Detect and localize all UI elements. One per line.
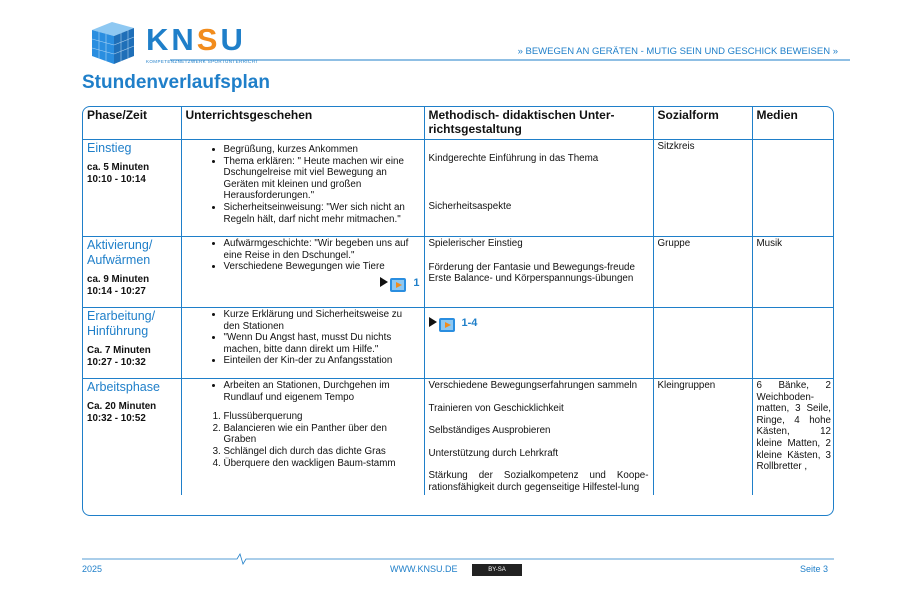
phase-time: 10:14 - 10:27	[87, 285, 146, 297]
video-number: 1	[413, 276, 420, 289]
page-title: Stundenverlaufsplan	[82, 72, 270, 93]
video-number: 1-4	[461, 317, 478, 330]
social-form: Gruppe	[653, 237, 752, 308]
method-text: Kindgerechte Einführung in das Thema	[428, 153, 599, 164]
list-item: • Verschiedene Bewegungen wie Tiere	[224, 261, 420, 273]
phase-name: Aktivierung/ Aufwärmen	[87, 238, 153, 267]
header-phase: Phase/Zeit	[83, 107, 181, 140]
list-item: • Arbeiten an Stationen, Durchgehen im Rundlauf und eigenem Tempo	[224, 380, 420, 403]
lesson-plan-table	[82, 106, 834, 516]
list-item: 2. Balancieren wie ein Panther über den Graben	[224, 423, 420, 446]
video-play-icon	[380, 273, 410, 295]
header-divider	[170, 58, 850, 62]
phase-duration: Ca. 7 Minuten	[87, 345, 151, 356]
media: 6 Bänke, 2 Weichboden-matten, 3 Seile, Ringe, 4 hohe Kästen, 12 kleine Matten, 2 kleine Kästen, 3 Rollbretter ,	[752, 379, 834, 495]
phase-duration: ca. 9 Minuten	[87, 274, 150, 285]
activity-list	[186, 309, 420, 367]
activity-list	[186, 144, 420, 225]
footer-year: 2025	[82, 564, 103, 574]
activity-list	[186, 238, 420, 273]
table-row	[83, 379, 834, 495]
list-item: • Sicherheitseinweisung: "Wer sich nicht an Regeln hält, darf nicht mehr mitmachen."	[224, 202, 420, 225]
list-item: • Begrüßung, kurzes Ankommen	[224, 144, 420, 156]
header-methodik: Methodisch- didaktischen Unter-richtsgestaltung	[424, 107, 653, 140]
footer-divider	[82, 553, 834, 565]
media	[752, 140, 834, 237]
social-form: Sitzkreis	[653, 140, 752, 237]
list-item: • Kurze Erklärung und Sicherheitsweise zu den Stationen	[224, 309, 420, 332]
method-text: Verschiedene Bewegungserfahrungen sammeln	[428, 380, 638, 391]
header-unterricht: Unterrichtsgeschehen	[181, 107, 424, 140]
phase-name: Erarbeitung/ Hinführung	[87, 309, 156, 338]
phase-time: 10:27 - 10:32	[87, 356, 146, 368]
method-text: Sicherheitsaspekte	[428, 200, 512, 212]
phase-duration: Ca. 20 Minuten	[87, 401, 157, 412]
table-header-row	[83, 107, 834, 140]
method-text: Trainieren von Geschicklichkeit	[428, 402, 564, 414]
phase-name: Einstieg	[87, 141, 132, 155]
header-sozial: Sozialform	[653, 107, 752, 140]
phase-name: Arbeitsphase	[87, 380, 160, 394]
list-item: 3. Schlängel dich durch das dichte Gras	[224, 446, 420, 458]
method-text: Spielerischer Einstieg	[428, 238, 523, 249]
method-text: Stärkung der Sozialkompetenz und Koope-rationsfähigkeit durch gegenseitige Hilfestel-lung	[428, 470, 649, 493]
method-text: Erste Balance- und Körperspannungs-übungen	[428, 273, 634, 285]
phase-time: 10:10 - 10:14	[87, 173, 146, 185]
list-item: • Thema erklären: " Heute machen wir eine Dschungelreise mit viel Bewegung an Geräten mit kleinen und großen Herausforderungen."	[224, 156, 420, 202]
brand-wordmark: KNSU	[146, 22, 246, 57]
phase-time: 10:32 - 10:52	[87, 412, 146, 424]
header-medien: Medien	[752, 107, 834, 140]
video-play-icon	[429, 313, 459, 335]
video-link[interactable]	[429, 313, 649, 335]
list-item: • "Wenn Du Angst hast, musst Du nichts machen, bitte dann direkt um Hilfe."	[224, 332, 420, 355]
table-row	[83, 237, 834, 308]
media: Musik	[752, 237, 834, 308]
table-row	[83, 308, 834, 379]
video-link[interactable]	[186, 273, 420, 295]
list-item: • Einteilen der Kin-der zu Anfangsstation	[224, 355, 420, 367]
header-tagline: » BEWEGEN AN GERÄTEN - MUTIG SEIN UND GESCHICK BEWEISEN »	[517, 46, 838, 57]
social-form	[653, 308, 752, 379]
list-item: 1. Flussüberquerung	[224, 411, 420, 423]
method-text: Selbständiges Ausprobieren	[428, 425, 551, 437]
station-list	[186, 411, 420, 469]
table-row	[83, 140, 834, 237]
phase-duration: ca. 5 Minuten	[87, 162, 150, 173]
cc-license-badge: BY-SA	[472, 564, 522, 576]
social-form: Kleingruppen	[653, 379, 752, 495]
method-text: Unterstützung durch Lehrkraft	[428, 447, 559, 459]
page-number: Seite 3	[799, 564, 828, 574]
brand-subtitle: KOMPETENZNETZWERK SPORTUNTERRICHT	[146, 59, 259, 64]
activity-list	[186, 380, 420, 403]
list-item: • Aufwärmgeschichte: "Wir begeben uns auf eine Reise in den Dschungel."	[224, 238, 420, 261]
method-text: Förderung der Fantasie und Bewegungs-freude	[428, 261, 635, 273]
media	[752, 308, 834, 379]
list-item: 4. Überquere den wackligen Baum-stamm	[224, 458, 420, 470]
knsu-logo	[88, 18, 288, 70]
cube-logo-icon	[88, 18, 138, 66]
footer-url[interactable]: WWW.KNSU.DE	[390, 564, 458, 574]
